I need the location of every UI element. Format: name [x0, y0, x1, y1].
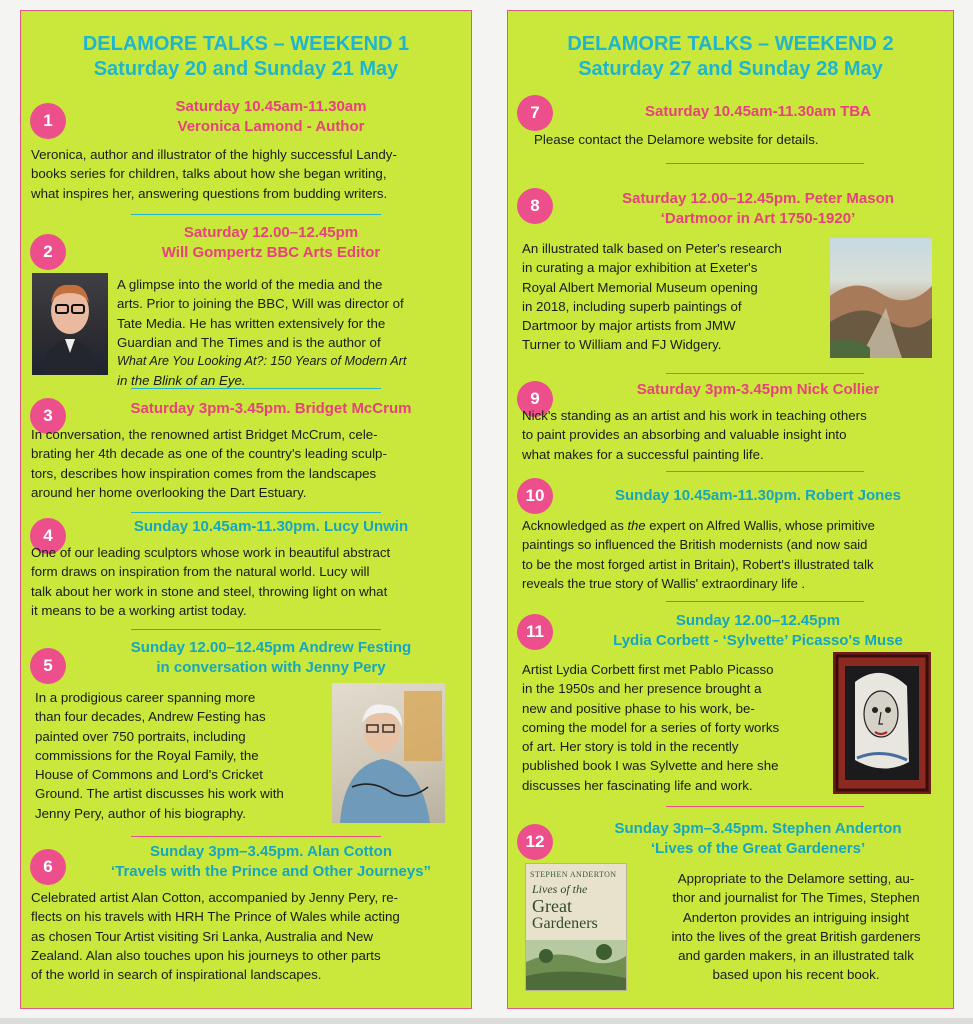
text-line: What Are You Looking At?: 150 Years of Modern Art: [117, 354, 407, 369]
text-line: commissions for the Royal Family, the: [35, 747, 259, 763]
talk-10-heading: Sunday 10.45am-11.30pm. Robert Jones: [615, 487, 901, 504]
talk-8-title: ‘Dartmoor in Art 1750-1920’: [660, 210, 856, 227]
talk-6-time: Sunday 3pm–3.45pm. Alan Cotton: [150, 843, 392, 860]
book-cover-landscape: [526, 940, 626, 990]
text-line: than four decades, Andrew Festing has: [35, 709, 266, 725]
text-line: Tate Media. He has written extensively for the: [117, 315, 386, 331]
talk-2-speaker: Will Gompertz BBC Arts Editor: [161, 244, 381, 261]
talk-number-badge: 6: [30, 849, 66, 885]
text-line: Appropriate to the Delamore setting, au-: [677, 871, 915, 886]
text-line: to paint provides an absorbing and valuable insight into: [522, 427, 847, 443]
talk-number-badge: 8: [517, 188, 553, 224]
talk-1-time: Saturday 10.45am-11.30am: [175, 98, 367, 115]
text-line: Celebrated artist Alan Cotton, accompanied by Jenny Pery, re-: [31, 890, 399, 905]
text-line: Acknowledged as the expert on Alfred Wallis, whose primitive: [522, 518, 875, 533]
talk-4-description: [31, 543, 461, 620]
text-line: in the Blink of an Eye.: [117, 373, 246, 389]
weekend-2-title: DELAMORE TALKS – WEEKEND 2: [567, 33, 894, 55]
divider: [666, 601, 864, 602]
text-line: Zealand. Alan also touches upon his journeys to other parts: [31, 947, 381, 963]
divider: [666, 806, 864, 807]
text-line: talk about her work in stone and steel, throwing light on what: [31, 583, 388, 599]
talk-number-badge: 7: [517, 95, 553, 131]
will-gompertz-photo: [32, 273, 108, 375]
talk-number-badge: 9: [517, 381, 553, 417]
talk-12-title: ‘Lives of the Great Gardeners’: [650, 840, 866, 857]
text-line: Turner to William and FJ Widgery.: [522, 337, 722, 353]
text-line: around her home overlooking the Dart Estuary.: [31, 484, 307, 500]
talk-5-speaker: in conversation with Jenny Pery: [156, 659, 386, 676]
talk-number-badge: 3: [30, 398, 66, 434]
text-line: discusses her fascinating life and work.: [522, 777, 753, 793]
text-line: In a prodigious career spanning more: [35, 690, 256, 705]
talk-number-badge: 4: [30, 518, 66, 554]
text-line: to be the most forged artist in Britain), Robert's illustrated talk: [522, 556, 874, 572]
text-line: form draws on inspiration from the natural world. Lucy will: [31, 564, 370, 580]
talk-3-description: [31, 425, 461, 502]
talk-9-description: [522, 406, 942, 464]
talk-number-badge: 12: [517, 824, 553, 860]
talk-6-title: ‘Travels with the Prince and Other Journeys”: [110, 863, 432, 880]
talk-5-description: [35, 688, 327, 823]
divider: [131, 836, 381, 837]
text-line: new and positive phase to his work, be-: [522, 700, 755, 716]
book-title-line-2: Great: [532, 896, 572, 916]
text-line: what inspires her, answering questions from budding writers.: [31, 185, 388, 201]
text-line: what makes for a successful painting life.: [522, 446, 764, 462]
text-line: Guardian and The Times and is the author of: [117, 334, 381, 350]
text-line: based upon his recent book.: [712, 967, 880, 983]
text-line: Anderton provides an intriguing insight: [682, 909, 910, 925]
text-line: thor and journalist for The Times, Stephen: [672, 890, 920, 906]
divider: [131, 214, 381, 215]
divider: [666, 471, 864, 472]
book-cover-lives-of-the-great-gardeners: [525, 863, 627, 991]
text-line: of art. Her story is told in the recently: [522, 739, 739, 755]
divider: [666, 163, 864, 164]
page-bottom-edge: [0, 1018, 973, 1024]
text-line: Royal Albert Memorial Museum opening: [522, 279, 758, 295]
talk-number-badge: 11: [517, 614, 553, 650]
text-line: paintings so influenced the British modernists (and now said: [522, 537, 868, 553]
divider: [131, 388, 381, 389]
text-line: arts. Prior to joining the BBC, Will was director of: [117, 296, 404, 312]
text-line: of the world in search of inspirational landscapes.: [31, 967, 322, 983]
text-line: brating her 4th decade as one of the country's leading sculp-: [31, 446, 387, 462]
talk-number-badge: 10: [517, 478, 553, 514]
text-line: An illustrated talk based on Peter's research: [522, 241, 782, 256]
talk-3-heading: Saturday 3pm-3.45pm. Bridget McCrum: [130, 400, 412, 417]
text-line: Artist Lydia Corbett first met Pablo Picasso: [522, 662, 774, 677]
text-line: Please contact the Delamore website for details.: [534, 132, 819, 147]
book-title-line-3: Gardeners: [532, 915, 598, 932]
talk-9-heading: Saturday 3pm-3.45pm Nick Collier: [636, 381, 880, 398]
sylvette-portrait-painting: [833, 652, 931, 794]
talk-7-description: [534, 130, 934, 149]
book-title-line-1: Lives of the: [532, 882, 588, 896]
talk-12-description: [646, 869, 946, 985]
talk-11-time: Sunday 12.00–12.45pm: [675, 612, 841, 629]
text-line: painted over 750 portraits, including: [35, 728, 246, 744]
text-line: tors, describes how inspiration comes from the landscapes: [31, 465, 377, 481]
talk-8-description: [522, 239, 816, 355]
text-line: in 2018, including superb paintings of: [522, 298, 742, 314]
talk-number-badge: 1: [30, 103, 66, 139]
weekend-1-title: DELAMORE TALKS – WEEKEND 1: [82, 33, 410, 55]
text-line: as chosen Tour Artist visiting Sri Lanka, Australia and New: [31, 928, 373, 944]
dartmoor-painting: [830, 238, 932, 358]
talk-1-speaker: Veronica Lamond - Author: [177, 118, 365, 135]
weekend-2-dates: Saturday 27 and Sunday 28 May: [578, 58, 883, 80]
talk-6-description: [31, 888, 461, 984]
text-line: published book I was Sylvette and here she: [522, 758, 779, 774]
talk-4-heading: Sunday 10.45am-11.30pm. Lucy Unwin: [133, 518, 409, 535]
text-line: A glimpse into the world of the media and the: [117, 277, 383, 292]
weekend-1-dates: Saturday 20 and Sunday 21 May: [93, 58, 399, 80]
text-line: into the lives of the great British gardeners: [671, 928, 921, 944]
weekend-1-panel: [20, 10, 472, 1009]
text-line: Veronica, author and illustrator of the highly successful Landy-: [31, 147, 397, 162]
text-line: reveals the true story of Wallis' extraordinary life .: [522, 575, 806, 591]
andrew-festing-photo: [332, 683, 445, 823]
text-line: in curating a major exhibition at Exeter's: [522, 260, 758, 276]
talk-10-description: [522, 516, 947, 593]
text-line: books series for children, talks about how she began writing,: [31, 166, 387, 182]
text-line: in the 1950s and her presence brought a: [522, 681, 762, 697]
talk-number-badge: 2: [30, 234, 66, 270]
text-line: House of Commons and Lord's Cricket: [35, 767, 263, 783]
text-line: Dartmoor by major artists from JMW: [522, 318, 736, 334]
talk-5-time: Sunday 12.00–12.45pm Andrew Festing: [130, 639, 412, 656]
talk-number-badge: 5: [30, 648, 66, 684]
talk-2-description: [117, 275, 451, 391]
talk-11-description: [522, 660, 822, 795]
text-line: Ground. The artist discusses his work with: [35, 786, 284, 802]
talk-2-time: Saturday 12.00–12.45pm: [183, 224, 359, 241]
text-line: Jenny Pery, author of his biography.: [35, 805, 246, 821]
text-line: coming the model for a series of forty works: [522, 719, 780, 735]
text-line: flects on his travels with HRH The Prince of Wales while acting: [31, 909, 400, 925]
text-line: it means to be a working artist today.: [31, 602, 247, 618]
talk-11-title: Lydia Corbett - ‘Sylvette’ Picasso's Muse: [613, 632, 903, 649]
talk-1-description: [31, 145, 461, 203]
text-line: In conversation, the renowned artist Bridget McCrum, cele-: [31, 427, 378, 442]
talk-7-heading: Saturday 10.45am-11.30am TBA: [645, 103, 871, 120]
divider: [131, 629, 381, 630]
text-line: One of our leading sculptors whose work in beautiful abstract: [31, 545, 391, 560]
book-author: STEPHEN ANDERTON: [530, 870, 617, 879]
text-line: and garden makers, in an illustrated talk: [678, 948, 914, 964]
divider: [131, 512, 381, 513]
talk-12-time: Sunday 3pm–3.45pm. Stephen Anderton: [614, 820, 902, 837]
text-line: Nick's standing as an artist and his work in teaching others: [522, 408, 867, 423]
divider: [666, 373, 864, 374]
talk-8-time: Saturday 12.00–12.45pm. Peter Mason: [622, 190, 894, 207]
weekend-2-panel: [507, 10, 954, 1009]
